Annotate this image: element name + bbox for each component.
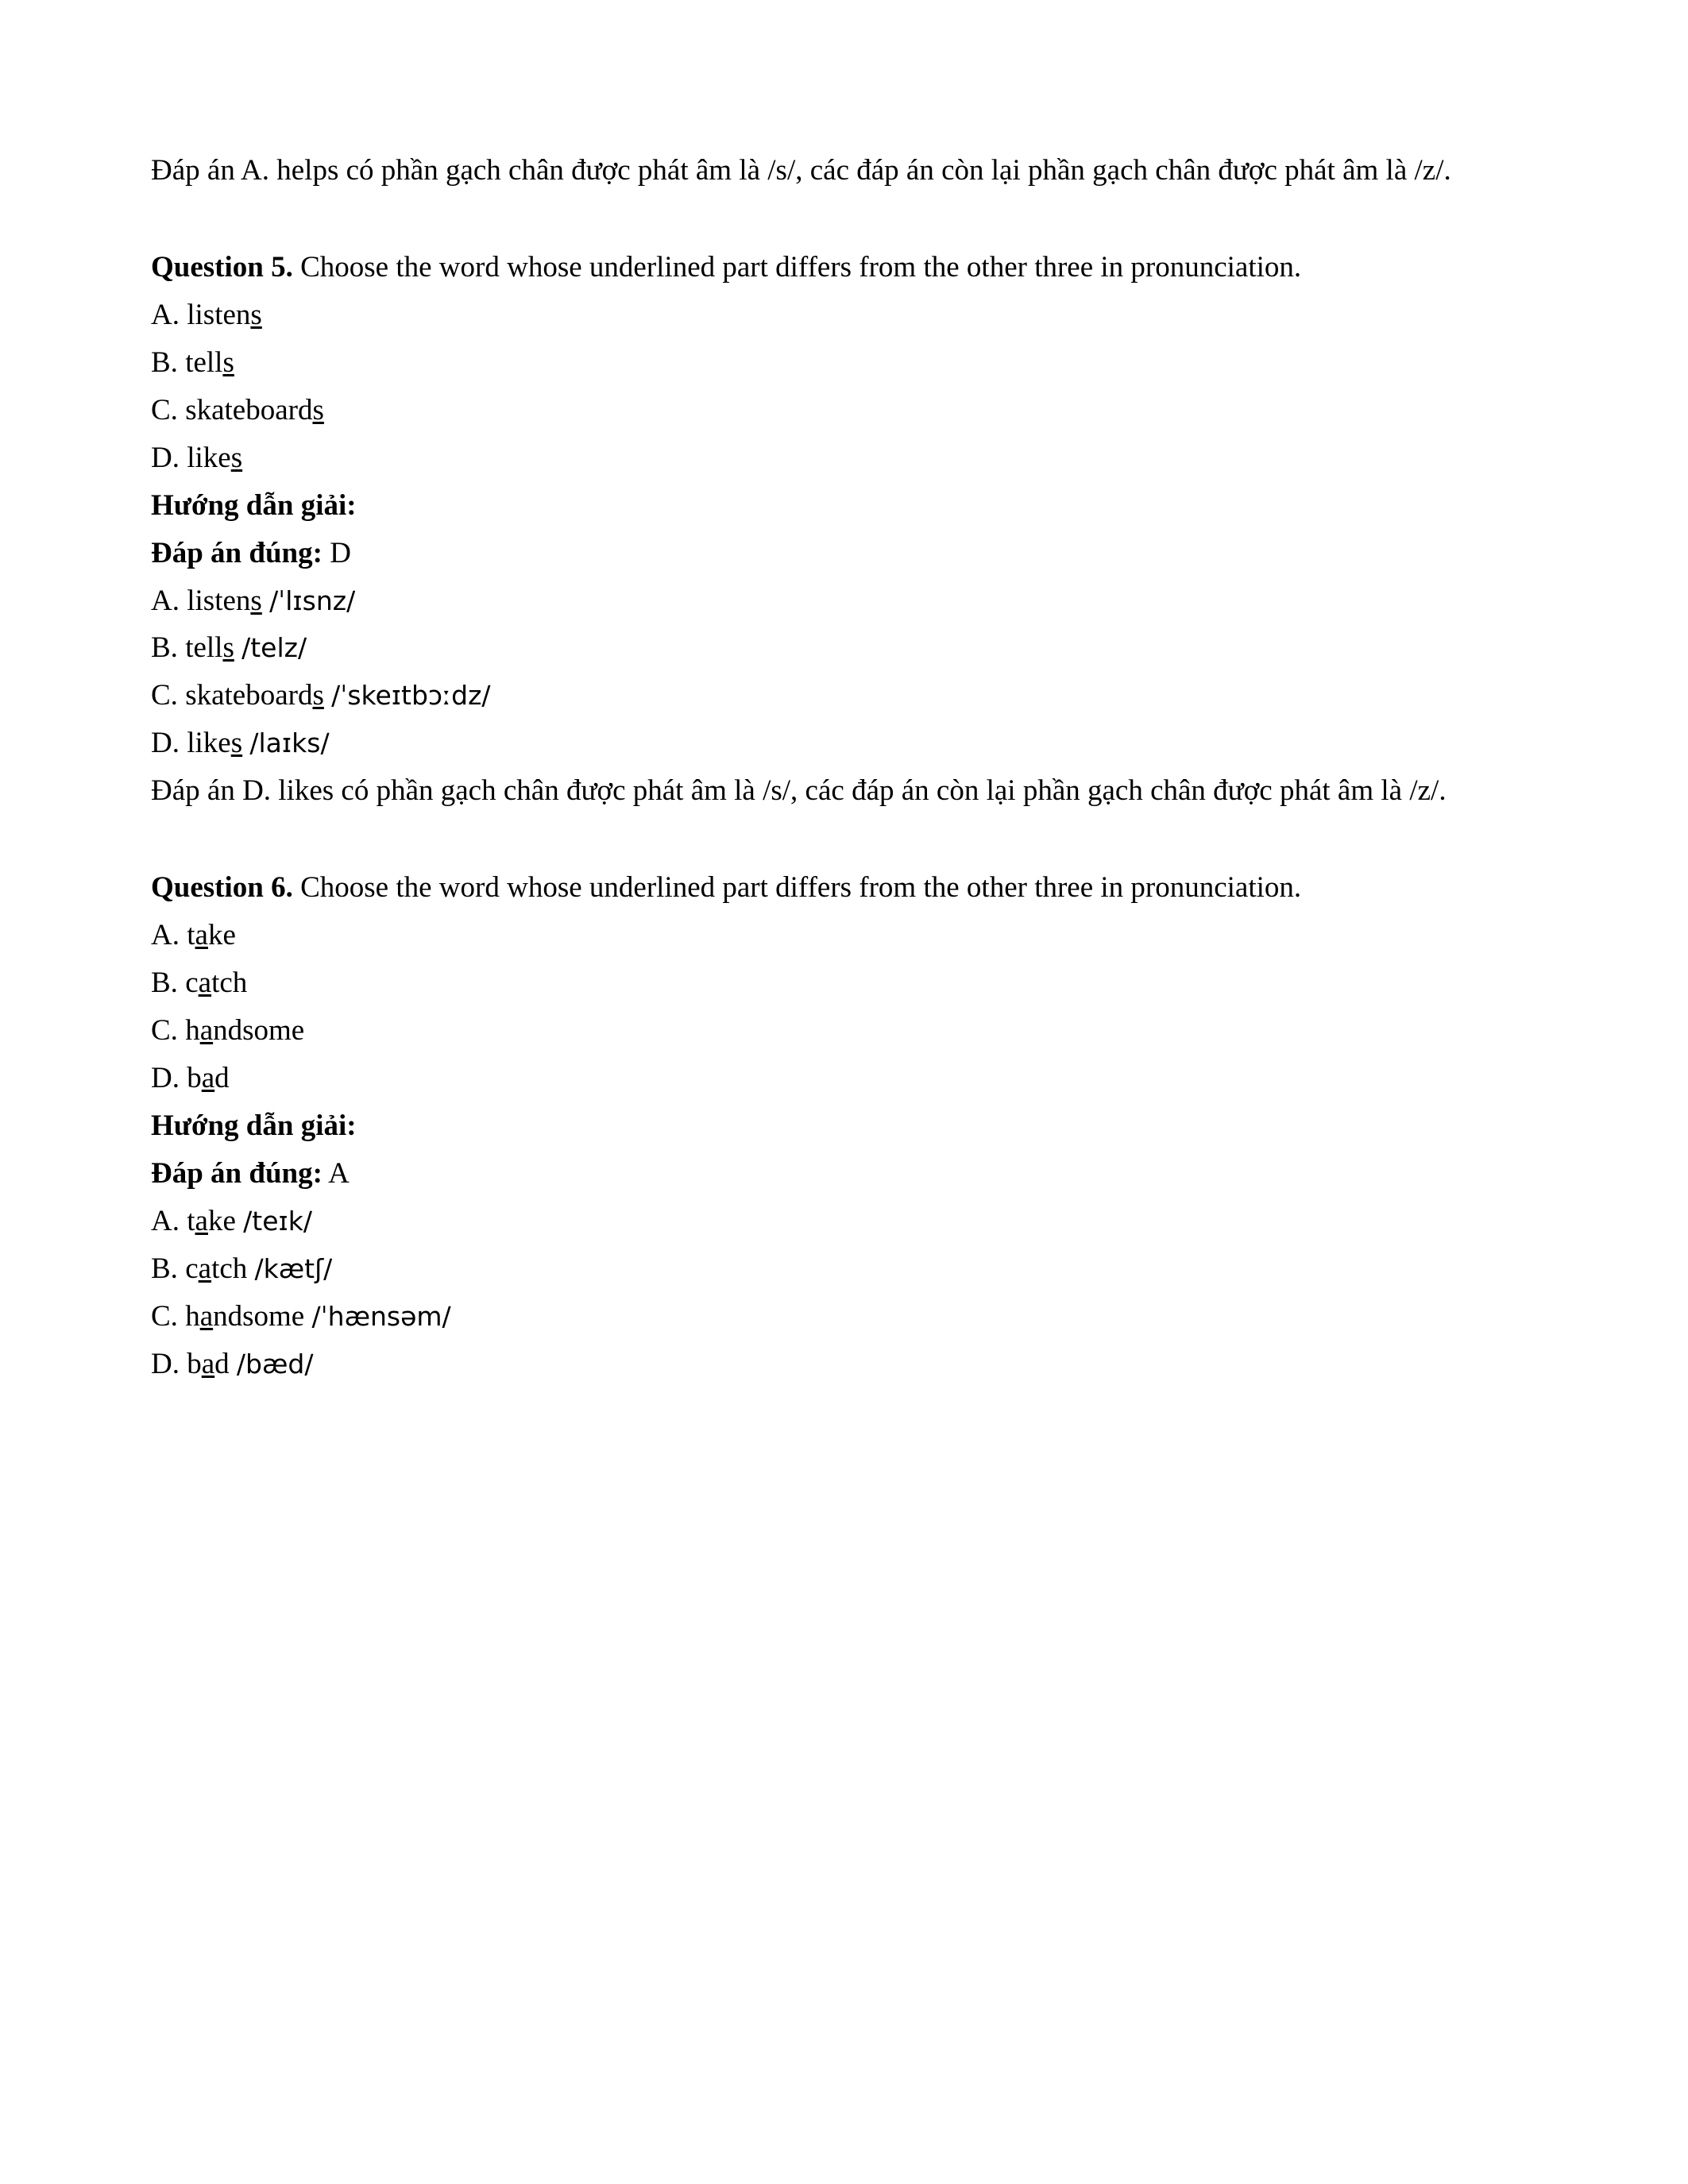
option-underlined: a — [195, 1204, 208, 1237]
question-5-guide-label: Hướng dẫn giải: — [151, 488, 357, 522]
option-letter: B. — [151, 631, 178, 665]
answer-value: A — [328, 1156, 350, 1190]
option-pre: tell — [185, 345, 223, 379]
option-letter: C. — [151, 393, 178, 426]
option-post: ndsome — [213, 1299, 305, 1333]
option-pre: b — [187, 1061, 202, 1094]
option-pre: h — [185, 1014, 200, 1047]
option-post: ndsome — [213, 1014, 305, 1047]
option-letter: D. — [151, 727, 180, 760]
option-pre: listen — [187, 298, 251, 331]
option-letter: A. — [151, 298, 180, 331]
option-pre: c — [185, 967, 199, 1000]
ipa-transcription: /ˈskeɪtbɔːdz/ — [331, 680, 491, 712]
option-underlined: a — [201, 1347, 215, 1380]
option-post: ke — [207, 919, 236, 952]
explanation-paragraph-top: Đáp án A. helps có phần gạch chân được phát âm là /s/, các đáp án còn lại phần gạch chân được phát âm là /z/. — [151, 154, 1451, 187]
option-underlined: s — [222, 631, 234, 665]
answer-value: D — [330, 536, 351, 569]
option-pre: skateboard — [185, 679, 313, 712]
question-5-option-d — [151, 434, 1547, 482]
ipa-transcription: /ˈhænsəm/ — [311, 1300, 451, 1332]
option-letter: B. — [151, 1252, 178, 1285]
question-5-transcription-d — [151, 720, 1547, 767]
question-6-option-a — [151, 912, 1547, 959]
ipa-transcription: /laɪks/ — [249, 727, 330, 759]
question-6-option-d — [151, 1055, 1547, 1102]
option-pre: like — [187, 441, 231, 474]
answer-label: Đáp án đúng: — [151, 1156, 323, 1190]
option-letter: C. — [151, 1299, 178, 1333]
option-post: tch — [211, 1252, 248, 1285]
option-pre: t — [187, 919, 195, 952]
option-post: tch — [211, 967, 248, 1000]
question-6-prompt: Choose the word whose underlined part differs from the other three in pronunciation. — [300, 871, 1302, 905]
option-post: d — [214, 1347, 230, 1380]
question-6-transcription-c — [151, 1293, 1547, 1341]
question-5-transcription-b — [151, 624, 1547, 672]
option-underlined: a — [199, 1299, 214, 1333]
option-letter: B. — [151, 967, 178, 1000]
option-underlined: s — [250, 298, 262, 331]
spacer — [151, 195, 1547, 244]
question-6-label: Question 6. — [151, 871, 293, 905]
option-letter: D. — [151, 1061, 180, 1094]
option-post: ke — [207, 1204, 236, 1237]
option-underlined: a — [199, 1014, 214, 1047]
option-pre: skateboard — [185, 393, 313, 426]
question-6-answer — [151, 1150, 1547, 1198]
option-letter: D. — [151, 1347, 180, 1380]
question-6-transcription-a — [151, 1198, 1547, 1245]
option-letter: C. — [151, 1014, 178, 1047]
ipa-transcription: /kætʃ/ — [254, 1252, 333, 1284]
question-5-transcription-c — [151, 672, 1547, 720]
option-underlined: s — [230, 727, 243, 760]
question-5-label: Question 5. — [151, 250, 293, 284]
question-6-transcription-b — [151, 1245, 1547, 1293]
question-5-option-a — [151, 291, 1547, 339]
option-letter: D. — [151, 441, 180, 474]
option-pre: c — [185, 1252, 199, 1285]
option-underlined: s — [250, 584, 262, 617]
question-5-explanation: Đáp án D. likes có phần gạch chân được phát âm là /s/, các đáp án còn lại phần gạch chân được phát âm là /z/. — [151, 774, 1447, 808]
option-letter: A. — [151, 584, 180, 617]
question-5-transcription-a — [151, 577, 1547, 625]
spacer — [151, 815, 1547, 864]
option-underlined: a — [201, 1061, 215, 1094]
question-5-answer — [151, 530, 1547, 577]
question-6-transcription-d — [151, 1341, 1547, 1388]
option-letter: B. — [151, 345, 178, 379]
option-pre: t — [187, 1204, 195, 1237]
option-pre: b — [187, 1347, 202, 1380]
question-6-option-c — [151, 1007, 1547, 1055]
ipa-transcription: /ˈlɪsnz/ — [269, 585, 356, 616]
option-underlined: s — [230, 441, 243, 474]
question-5-heading — [151, 244, 1547, 291]
option-letter: A. — [151, 1204, 180, 1237]
question-5-option-b — [151, 339, 1547, 387]
option-underlined: a — [195, 919, 208, 952]
ipa-transcription: /teɪk/ — [243, 1205, 312, 1237]
option-pre: listen — [187, 584, 251, 617]
option-pre: like — [187, 727, 231, 760]
option-letter: A. — [151, 919, 180, 952]
option-underlined: s — [312, 393, 324, 426]
question-5-prompt: Choose the word whose underlined part differs from the other three in pronunciation. — [300, 250, 1302, 284]
option-underlined: a — [198, 1252, 212, 1285]
question-5-option-c — [151, 387, 1547, 434]
ipa-transcription: /telz/ — [241, 632, 307, 664]
option-pre: h — [185, 1299, 200, 1333]
option-letter: C. — [151, 679, 178, 712]
answer-label: Đáp án đúng: — [151, 536, 323, 569]
question-6-heading — [151, 864, 1547, 912]
option-underlined: s — [222, 345, 234, 379]
option-post: d — [214, 1061, 230, 1094]
option-pre: tell — [185, 631, 223, 665]
option-underlined: a — [198, 967, 212, 1000]
question-6-option-b — [151, 959, 1547, 1007]
option-underlined: s — [312, 679, 324, 712]
question-6-guide-label: Hướng dẫn giải: — [151, 1109, 357, 1142]
ipa-transcription: /bæd/ — [236, 1348, 314, 1379]
